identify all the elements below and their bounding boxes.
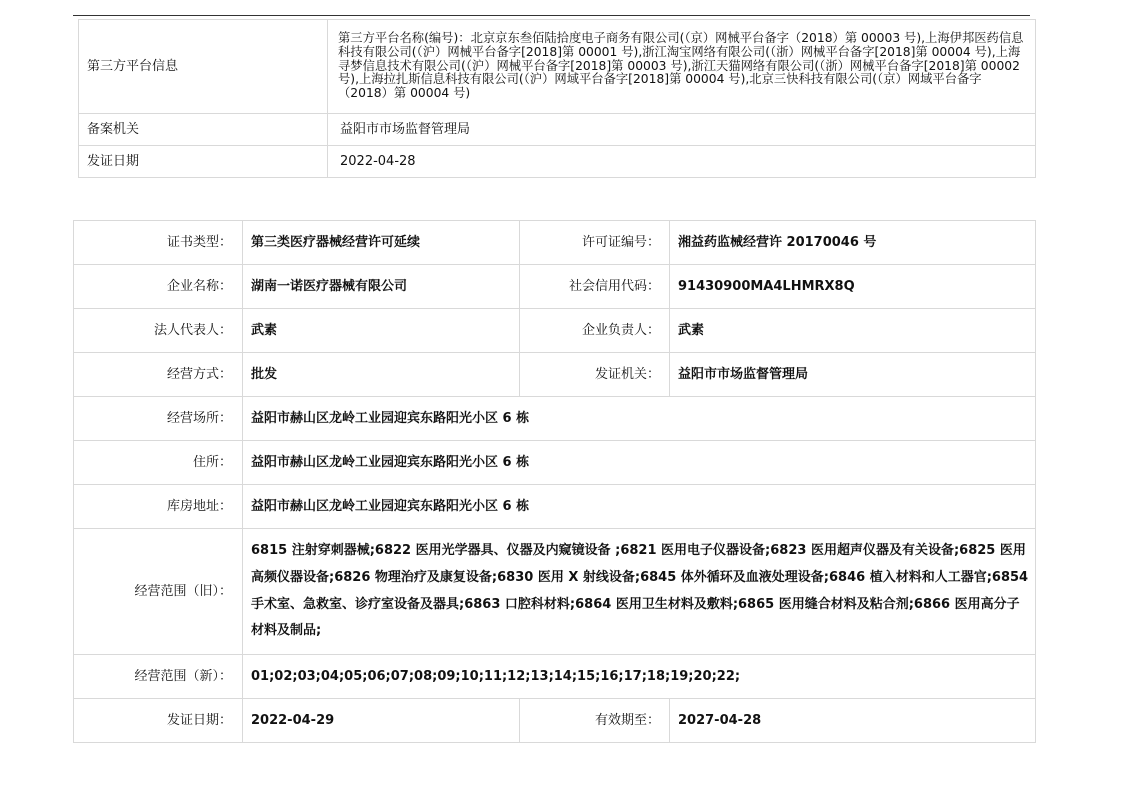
table-row: [74, 699, 1036, 743]
record-agency-label: 备案机关: [79, 114, 328, 146]
premises-value: 益阳市赫山区龙岭工业园迎宾东路阳光小区 6 栋: [243, 397, 1036, 441]
table-row: [74, 441, 1036, 485]
third-party-value: 第三方平台名称(编号)：北京京东叁佰陆拾度电子商务有限公司(（京）网械平台备字（2018）第 00003 号),上海伊邦医药信息科技有限公司(（沪）网械平台备字[2018]第 00001 号),浙江淘宝网络有限公司(（浙）网械平台备字[2018]第 00004 号),上海寻梦信息技术有限公司(（沪）网械平台备字[2018]第 00003 号),浙江天猫网络有限公司(（浙）网械平台备字[2018]第 00002 号),上海拉扎斯信息科技有限公司(（沪）网域平台备字[2018]第 00004 号),北京三快科技有限公司(（京）网域平台备字（2018）第 00004 号): [328, 20, 1036, 114]
license-no-value: 湘益药监械经营许 20170046 号: [670, 221, 1036, 265]
scope-old-value: 6815 注射穿刺器械;6822 医用光学器具、仪器及内窥镜设备 ;6821 医用电子仪器设备;6823 医用超声仪器及有关设备;6825 医用高频仪器设备;6826 物理治疗及康复设备;6830 医用 X 射线设备;6845 体外循环及血液处理设备;6846 植入材料和人工器官;6854 手术室、急救室、诊疗室设备及器具;6863 口腔科材料;6864 医用卫生材料及敷料;6865 医用缝合材料及粘合剂;6866 医用高分子材料及制品;: [243, 529, 1036, 655]
cert-issue-date-label: 发证日期：: [74, 699, 243, 743]
valid-until-label: 有效期至：: [520, 699, 670, 743]
company-value: 湖南一诺医疗器械有限公司: [243, 265, 520, 309]
company-label: 企业名称：: [74, 265, 243, 309]
table-row: [74, 655, 1036, 699]
mode-label: 经营方式：: [74, 353, 243, 397]
premises-label: 经营场所：: [74, 397, 243, 441]
license-no-label: 许可证编号：: [520, 221, 670, 265]
cert-type-label: 证书类型：: [74, 221, 243, 265]
table-row: [74, 397, 1036, 441]
record-agency-value: 益阳市市场监督管理局: [328, 114, 1036, 146]
mode-value: 批发: [243, 353, 520, 397]
legal-rep-value: 武素: [243, 309, 520, 353]
warehouse-label: 库房地址：: [74, 485, 243, 529]
scope-new-label: 经营范围（新）：: [74, 655, 243, 699]
certificate-table: [73, 220, 1036, 743]
issuer-value: 益阳市市场监督管理局: [670, 353, 1036, 397]
table-row: [79, 20, 1036, 114]
table-row: [74, 221, 1036, 265]
third-party-label: 第三方平台信息: [79, 20, 328, 114]
top-divider: [73, 15, 1030, 16]
manager-value: 武素: [670, 309, 1036, 353]
legal-rep-label: 法人代表人：: [74, 309, 243, 353]
table-row: [74, 485, 1036, 529]
table-row: [74, 309, 1036, 353]
table-row: [79, 114, 1036, 146]
cert-issue-date-value: 2022-04-29: [243, 699, 520, 743]
scope-new-value: 01;02;03;04;05;06;07;08;09;10;11;12;13;14;15;16;17;18;19;20;22;: [243, 655, 1036, 699]
residence-label: 住所：: [74, 441, 243, 485]
cert-type-value: 第三类医疗器械经营许可延续: [243, 221, 520, 265]
manager-label: 企业负责人：: [520, 309, 670, 353]
issuer-label: 发证机关：: [520, 353, 670, 397]
valid-until-value: 2027-04-28: [670, 699, 1036, 743]
residence-value: 益阳市赫山区龙岭工业园迎宾东路阳光小区 6 栋: [243, 441, 1036, 485]
credit-code-label: 社会信用代码：: [520, 265, 670, 309]
issue-date-value: 2022-04-28: [328, 146, 1036, 178]
table-row: [74, 265, 1036, 309]
warehouse-value: 益阳市赫山区龙岭工业园迎宾东路阳光小区 6 栋: [243, 485, 1036, 529]
table-row: [79, 146, 1036, 178]
table-row: [74, 529, 1036, 655]
scope-old-label: 经营范围（旧）：: [74, 529, 243, 655]
platform-info-table: [78, 19, 1036, 178]
credit-code-value: 91430900MA4LHMRX8Q: [670, 265, 1036, 309]
issue-date-label: 发证日期: [79, 146, 328, 178]
table-row: [74, 353, 1036, 397]
